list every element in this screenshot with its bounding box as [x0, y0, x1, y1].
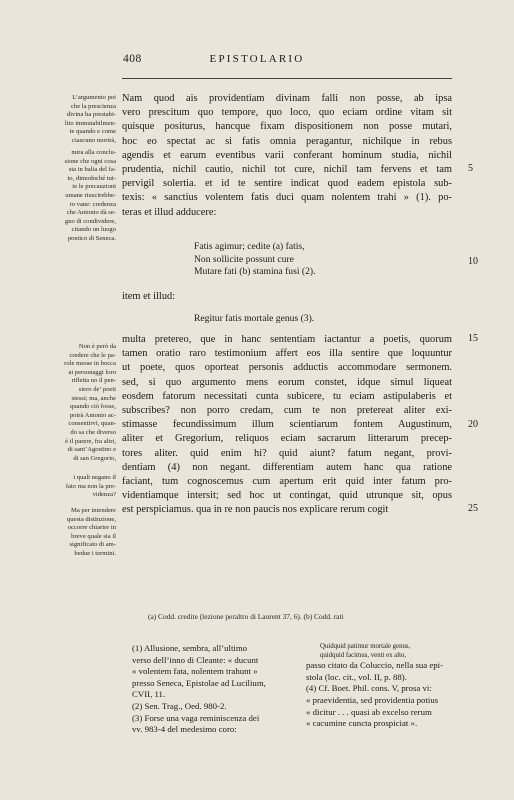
footnote-line: (4) Cf. Boet. Phil. cons. V, prosa vi:: [306, 683, 432, 694]
line-number: 25: [468, 503, 478, 514]
footnote-line: vv. 983-4 del medesimo coro:: [132, 724, 237, 735]
footnote-line: verso dell’inno di Cleante: « ducunt: [132, 654, 259, 665]
page-number: 408: [123, 53, 142, 65]
page-header: [0, 53, 514, 67]
header-rule: [122, 78, 452, 79]
text-line: ut poete, quos oporteat personis adductis accommodare sermonem.: [122, 362, 452, 374]
footnote-line: (3) Forse una vaga reminiscenza dei: [132, 712, 260, 723]
text-line: Nam quod ais providentiam divinam falli non posse, ab ipsa: [122, 93, 452, 104]
text-line: sed, si quo argumento mens eorum constet, idque simul liqueat: [122, 376, 452, 388]
margin-note: Ma per intendere questa distinzione, occorre chiarire in breve quale sia il significato di am- bedue i termini.: [66, 507, 116, 557]
footnote-line: (1) Allusione, sembra, all’ultimo: [132, 643, 248, 653]
verse-line: Fatis agimur; cedite (a) fatis,: [194, 241, 305, 252]
verse-line: Mutare fati (b) stamina fusi (2).: [194, 266, 316, 278]
margin-note: Non è però da credere che le pa- role messe in bocca ai personaggi loro rifletta no il pen- siero de’ poeti stessi; ma, anche quando ciò fosse, potrà Antonio ac- consentirvi, quan- do sa che diverso è il parere, fra altri, di sant’Agostino e di san Gregorio,: [64, 343, 116, 462]
text-line: dentiam (4) non negant. differentiam autem hanc qua ratione: [122, 461, 452, 473]
footnote-quote: quidquid facimus, venit ex alto,: [320, 651, 407, 659]
footnote-line: « cacumine cuncta prospiciat ».: [306, 718, 418, 729]
text-line: texis: « sanctius volentem fatis duci quam nolentem trahi » (1). po-: [122, 192, 452, 204]
text-line: agendis et earum eventibus varii conferant hominum studia, nichil: [122, 149, 452, 161]
text-line: prudentia, nichil cautio, nichil tot cure, nichil tam fervens et tam: [122, 164, 452, 176]
text-line: eosdem fatorum necessitati cunta subicere, tu eciam astipulaberis et: [122, 390, 452, 402]
text-line: faciant, tum cognoscemus cum apertum erit quid inter fatum pro-: [122, 476, 452, 488]
text-line: videntiamque intersit; sed hoc ut contingat, quid utrunque sit, opus: [122, 490, 452, 502]
text-line: multa pretereo, que in hanc sententiam iactantur a poetis, quorum: [122, 334, 452, 345]
footnote-quote: Quidquid patimur mortale genus,: [320, 643, 411, 650]
footnote-line: « volentem fata, nolentem trahunt »: [132, 666, 258, 677]
main-text-block: [122, 92, 452, 220]
footnote-line: CVII, 11.: [132, 689, 166, 700]
main-text-block: [122, 333, 452, 518]
line-number: 10: [468, 256, 478, 267]
text-line: est perspiciamus. qua in re non paucis nos explicare rerum cogit: [122, 504, 389, 516]
text-line: teras et illud adducere:: [122, 206, 217, 218]
footnote-line: passo citato da Coluccio, nella sua epi-: [306, 660, 444, 671]
footnote-line: « praevidentia, sed providentia potius: [306, 694, 439, 705]
text-line: vero prescitum quo tempore, quo loco, quo eciam ordine vitam sit: [122, 107, 452, 119]
text-line: subscribes? non porro credam, cum te non pretereat aliter exi-: [122, 405, 452, 417]
footnote-line: stola (loc. cit., vol. II, p. 88).: [306, 671, 407, 682]
line-number: 5: [468, 163, 473, 174]
text-line: tores aliter. quid enim hi? quid aiunt? fatum negant, provi-: [122, 447, 452, 459]
text-line: item et illud:: [122, 291, 176, 302]
footnote-line: presso Seneca, Epistolae ad Lucilium,: [132, 677, 266, 688]
running-title: EPISTOLARIO: [209, 53, 305, 65]
text-line: hoc eo spectat ac si fatis omnia peragantur, nichilque in rebus: [122, 135, 452, 147]
text-line: tamen oratio raro testimonium affert eos illa sentire que loquuntur: [122, 348, 452, 360]
verse-quotation: Regitur fatis mortale genus (3).: [194, 313, 315, 324]
text-line: pervigil solertia. et id te sentire indicat quod eadem epistola sub-: [122, 178, 452, 190]
line-number: 15: [468, 333, 478, 344]
verse-quotation: [194, 241, 315, 279]
critical-apparatus: (a) Codd. credite (lezione peraltro di Laurent 37, 6). (b) Codd. rati: [148, 612, 344, 621]
footnotes-left-column: [132, 643, 294, 736]
footnote-line: (2) Sen. Trag., Oed. 980-2.: [132, 700, 227, 711]
text-line: quisque positurus, hancque fixam dispositionem non posse mutari,: [122, 121, 452, 133]
text-line: aliter et Gregorium, reliquos eciam sacrarum litterarum precep-: [122, 433, 452, 445]
footnotes-right-column: [306, 643, 466, 730]
margin-note: L’argumento poi che la prescienza divina ha prestabi- lito immutabilmen- te quando e come ciascuno morirà,: [64, 94, 116, 144]
margin-note: i quali negano il fato ma non la pre- videnza?: [65, 474, 116, 499]
line-number: 20: [468, 419, 478, 430]
margin-note: mira alla conclu- sione che ogni cosa sta in balia del fa- to, dimodoché tut- te le precauzioni umane riuscirebbe- ro vane: credenza che Antonio dà se- gno di condividere, citando un luogo poetico di Seneca.: [64, 149, 116, 242]
footnote-line: « dicitur . . . quasi ab excelso rerum: [306, 706, 432, 717]
text-line: stimasse fecundissimum illum scientiarum fontem Augustinum,: [122, 419, 452, 431]
verse-line: Non sollicite possunt cure: [194, 253, 294, 265]
